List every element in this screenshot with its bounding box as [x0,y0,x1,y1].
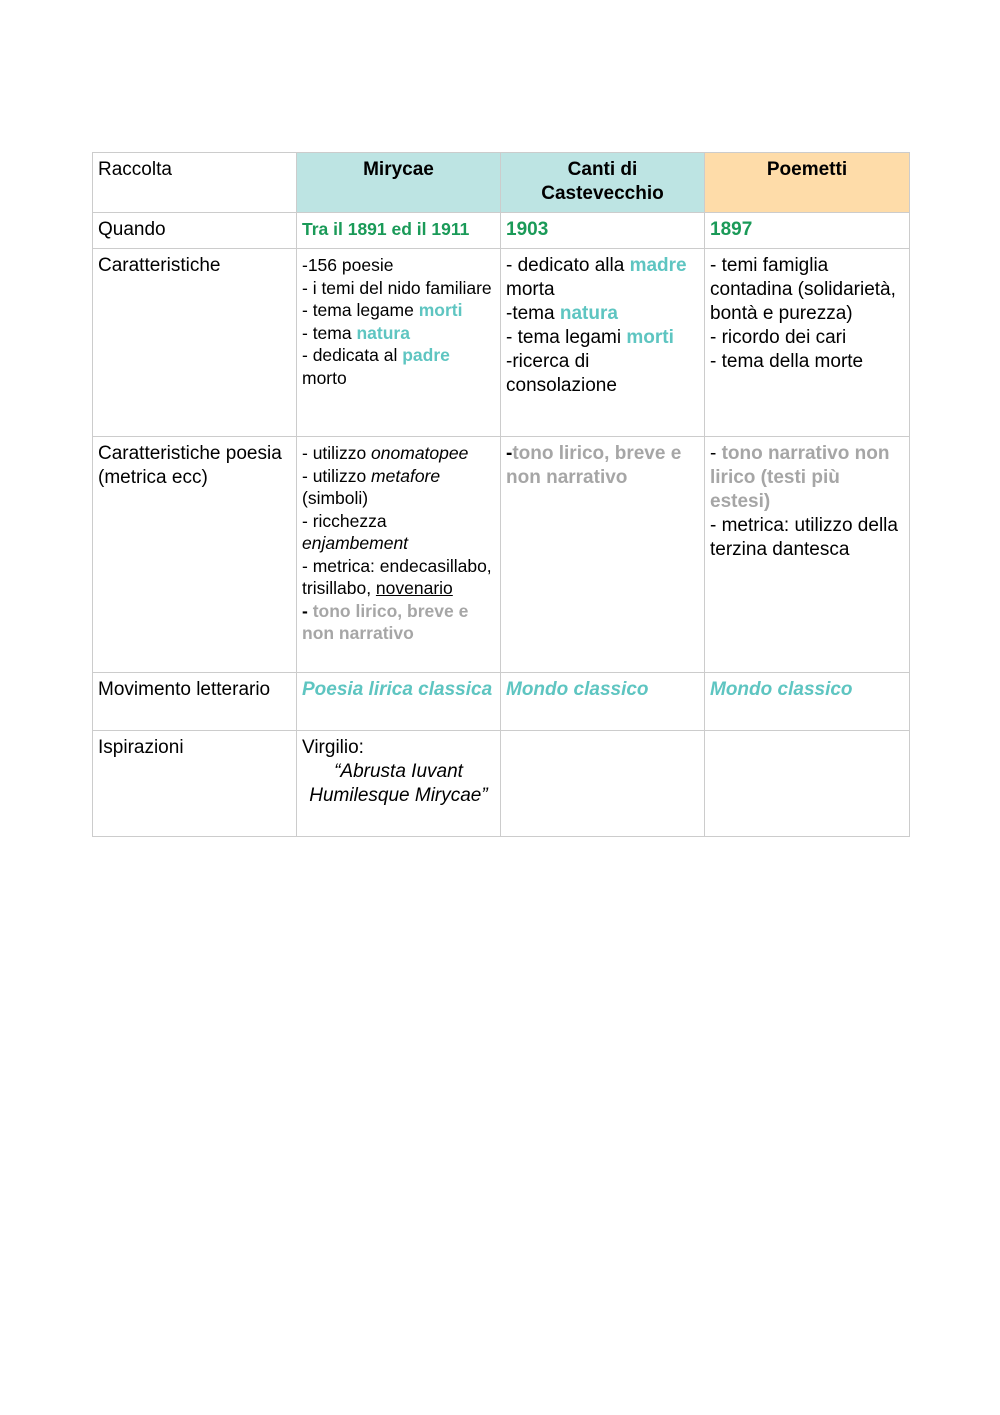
cell-ispirazioni-label: Ispirazioni [93,731,297,837]
cell-quando-label: Quando [93,213,297,249]
table-row-caratteristiche [93,249,910,437]
highlight-word: padre [402,345,450,365]
table-row-ispirazioni [93,731,910,837]
text-segment: - utilizzo [302,465,372,486]
muted-text: tono narrativo non lirico (testi più estesi) [710,443,890,512]
quando-canti-text: 1903 [506,219,549,240]
text-line [302,442,495,465]
text-line: -156 poesie [302,255,394,275]
text-line [302,299,495,322]
text-segment: - tema [302,322,357,343]
cell-poesia-poemetti [705,437,910,673]
text-line: Virgilio: [302,737,364,758]
cell-poesia-canti [501,437,705,673]
header-poemetti: Poemetti [705,153,910,213]
cell-caratteristiche-poemetti [705,249,910,437]
text-segment: -tema [506,303,560,324]
text-segment: morta [506,279,555,300]
table-row-header [93,153,910,213]
highlight-word: madre [629,255,687,276]
highlight-word: morti [626,327,674,348]
highlight-word: natura [356,322,410,343]
text-line: - tema della morte [710,351,864,372]
cell-caratteristiche-canti [501,249,705,437]
header-canti-castevecchio: Canti di Castevecchio [501,153,705,213]
table-row-quando [93,213,910,249]
cell-quando-poemetti [705,213,910,249]
text-segment: - dedicata al [302,345,403,365]
cell-caratteristiche-label: Caratteristiche [93,249,297,437]
cell-quando-mirycae [297,213,501,249]
highlight-word: natura [559,303,618,324]
highlight-word: morti [418,300,463,320]
cell-ispirazioni-canti [501,731,705,837]
cell-poesia-label: Caratteristiche poesia (metrica ecc) [93,437,297,673]
movimento-canti-text: Mondo classico [506,679,649,700]
text-segment: - [302,600,313,621]
cell-ispirazioni-poemetti [705,731,910,837]
italic-word: enjambement [302,533,409,553]
cell-movimento-label: Movimento letterario [93,673,297,731]
table-row-movimento [93,673,910,731]
text-segment: - utilizzo [302,443,372,463]
cell-ispirazioni-mirycae [297,731,501,837]
cell-raccolta-label: Raccolta [93,153,297,213]
cell-caratteristiche-mirycae [297,249,501,437]
text-line: - ricordo dei cari [710,327,847,348]
text-line: -ricerca di consolazione [506,351,617,396]
text-segment: - ricchezza [302,510,387,531]
quando-mirycae-text: Tra il 1891 ed il 1911 [302,219,470,239]
text-line [506,302,699,326]
text-line [302,465,495,510]
quote-text: “Abrusta Iuvant Humilesque Mirycae” [309,761,488,806]
movimento-mirycae-text: Poesia lirica classica [302,679,493,700]
text-segment: (simboli) [302,488,369,508]
header-mirycae: Mirycae [297,153,501,213]
text-segment: - metrica: endecasillabo, trisillabo, [302,555,492,598]
text-line [302,322,495,345]
text-segment: morto [302,367,347,388]
comparison-table [92,152,910,837]
text-segment: - tema legami [506,327,627,348]
movimento-poemetti-text: Mondo classico [710,679,853,700]
italic-word: onomatopee [371,443,469,463]
text-line [302,344,495,389]
cell-quando-canti [501,213,705,249]
cell-movimento-poemetti [705,673,910,731]
cell-movimento-canti [501,673,705,731]
cell-poesia-mirycae [297,437,501,673]
text-line: - metrica: utilizzo della terzina dantesca [710,515,898,560]
muted-text: tono lirico, breve e non narrativo [506,443,682,488]
text-line: - i temi del nido familiare [302,277,492,298]
text-line [302,600,495,645]
text-segment: - [506,443,513,464]
text-line [710,442,904,514]
muted-text: tono lirico, breve e non narrativo [302,600,469,643]
text-line [506,442,699,490]
table-row-poesia [93,437,910,673]
text-segment: - tema legame [302,300,419,320]
text-line: - temi famiglia contadina (solidarietà, bontà e purezza) [710,255,896,324]
underlined-word: novenario [375,578,453,598]
text-line [506,254,699,302]
text-segment: - [710,443,722,464]
cell-movimento-mirycae [297,673,501,731]
text-line [302,510,495,555]
text-line [302,555,495,600]
text-line [506,326,699,350]
quando-poemetti-text: 1897 [710,219,753,240]
text-segment: - dedicato alla [506,255,630,276]
italic-word: metafore [371,465,441,486]
